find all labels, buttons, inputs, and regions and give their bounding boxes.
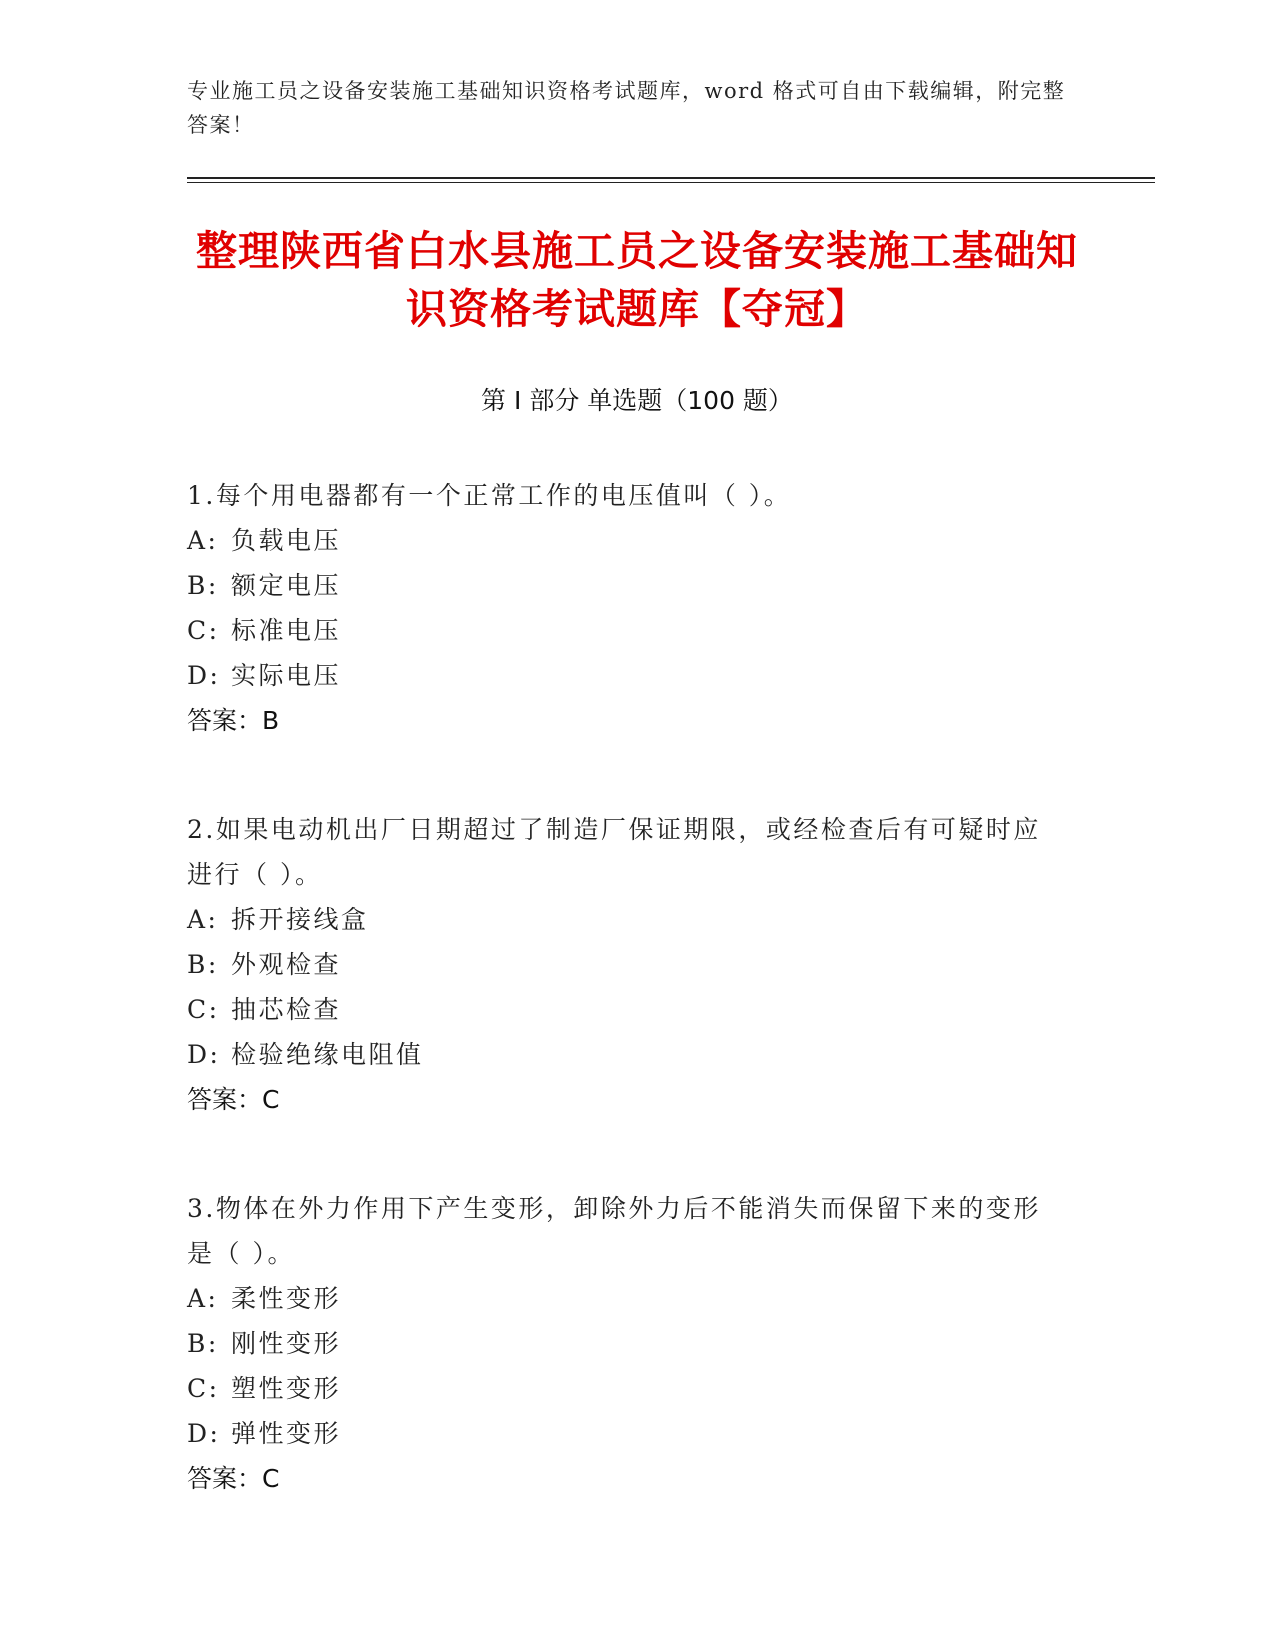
option-letter: B: <box>187 1329 219 1358</box>
option-text: 额定电压 <box>231 571 342 600</box>
option-text: 柔性变形 <box>231 1284 342 1313</box>
option-c <box>187 1366 1067 1411</box>
option-text: 外观检查 <box>231 950 342 979</box>
option-text: 弹性变形 <box>231 1419 342 1448</box>
option-letter: D: <box>187 1040 221 1069</box>
option-letter: A: <box>187 905 219 934</box>
question-2 <box>187 807 1067 1122</box>
option-letter: B: <box>187 950 219 979</box>
option-text: 刚性变形 <box>231 1329 342 1358</box>
option-b <box>187 563 1067 608</box>
question-stem: 2.如果电动机出厂日期超过了制造厂保证期限，或经检查后有可疑时应进行（ ）。 <box>187 815 1041 889</box>
option-d <box>187 1032 1067 1077</box>
option-text: 负载电压 <box>231 526 342 555</box>
option-text: 塑性变形 <box>231 1374 342 1403</box>
header-note: 专业施工员之设备安装施工基础知识资格考试题库，word 格式可自由下载编辑，附完整答案！ <box>187 79 1066 137</box>
header-rule-thin <box>187 182 1155 183</box>
option-d <box>187 1411 1067 1456</box>
document-title: 整理陕西省白水县施工员之设备安装施工基础知识资格考试题库【夺冠】 <box>196 227 1078 333</box>
option-d <box>187 653 1067 698</box>
answer-line: 答案：B <box>187 706 280 735</box>
option-letter: D: <box>187 661 221 690</box>
option-a <box>187 518 1067 563</box>
answer-line: 答案：C <box>187 1085 280 1114</box>
option-text: 检验绝缘电阻值 <box>231 1040 424 1069</box>
question-1 <box>187 473 1067 743</box>
option-letter: D: <box>187 1419 221 1448</box>
option-letter: B: <box>187 571 219 600</box>
question-3 <box>187 1186 1067 1501</box>
option-c <box>187 987 1067 1032</box>
option-letter: C: <box>187 616 220 645</box>
option-c <box>187 608 1067 653</box>
option-letter: C: <box>187 995 220 1024</box>
option-letter: C: <box>187 1374 220 1403</box>
question-list <box>187 473 1067 1565</box>
header-rule-thick <box>187 177 1155 179</box>
option-a <box>187 897 1067 942</box>
option-letter: A: <box>187 1284 219 1313</box>
question-stem: 3.物体在外力作用下产生变形，卸除外力后不能消失而保留下来的变形是（ ）。 <box>187 1194 1041 1268</box>
section-title: 第 I 部分 单选题（100 题） <box>481 386 793 415</box>
answer-line: 答案：C <box>187 1464 280 1493</box>
question-stem: 1.每个用电器都有一个正常工作的电压值叫（ ）。 <box>187 481 792 510</box>
option-text: 拆开接线盒 <box>231 905 369 934</box>
option-letter: A: <box>187 526 219 555</box>
option-b <box>187 942 1067 987</box>
option-text: 实际电压 <box>231 661 342 690</box>
option-text: 标准电压 <box>231 616 342 645</box>
option-a <box>187 1276 1067 1321</box>
option-text: 抽芯检查 <box>231 995 342 1024</box>
option-b <box>187 1321 1067 1366</box>
